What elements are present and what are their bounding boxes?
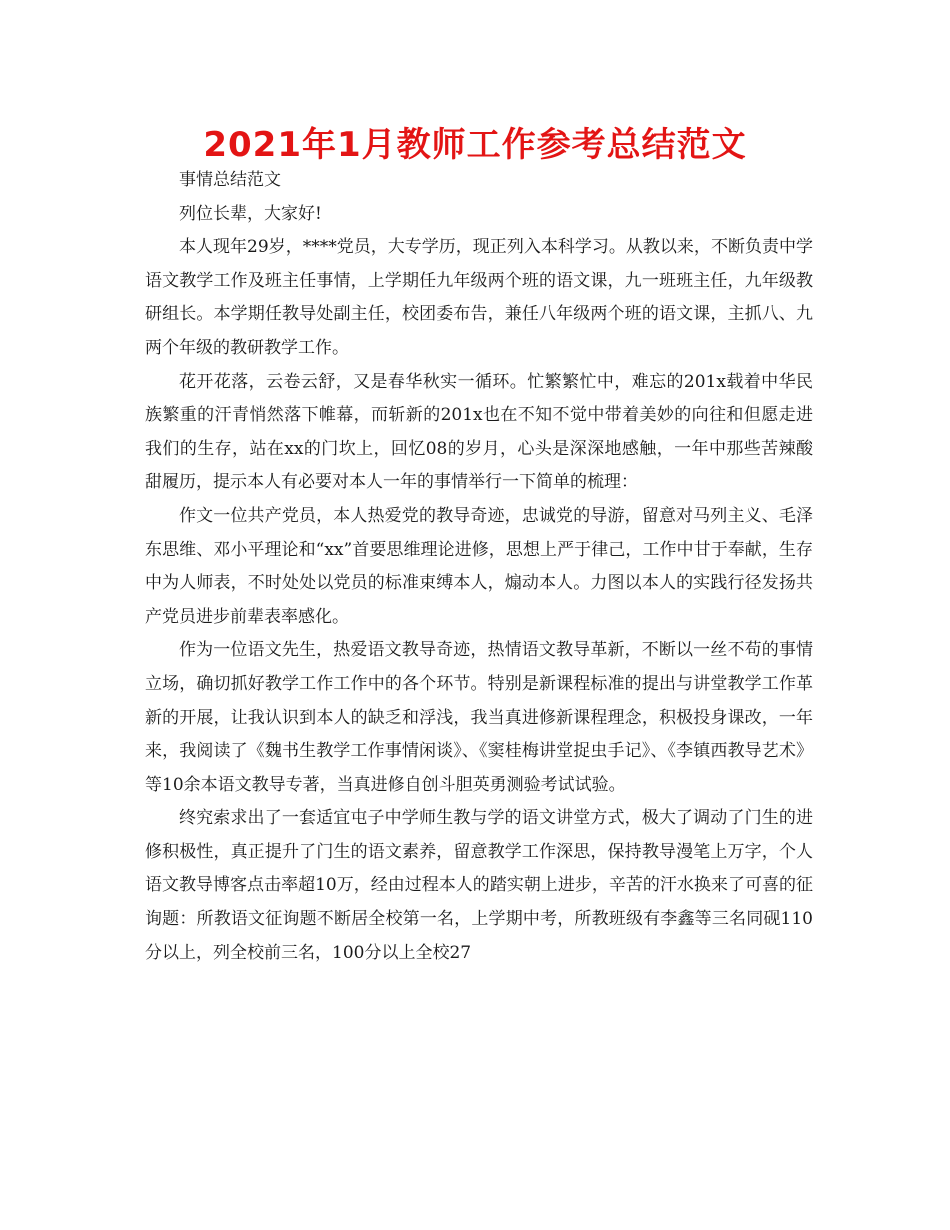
paragraph: 作为一位语文先生，热爱语文教导奇迹，热情语文教导革新，不断以一丝不苟的事情立场，确切抓好教学工作工作中的各个环节。特别是新课程标准的提出与讲堂教学工作革新的开展，让我认识到本人的缺乏和浮浅，我当真进修新课程理念，积极投身课改，一年来，我阅读了《魏书生教学工作事情闲谈》、《窦桂梅讲堂捉虫手记》、《李镇西教导艺术》等10余本语文教导专著，当真进修自创斗胆英勇测验考试试验。 <box>145 640 813 795</box>
paragraph: 事情总结范文 <box>179 170 281 190</box>
paragraph: 作文一位共产党员，本人热爱党的教导奇迹，忠诚党的导游，留意对马列主义、毛泽东思维、邓小平理论和“xx”首要思维理论进修，思想上严于律己，工作中甘于奉献，生存中为人师表，不时处处以党员的标准束缚本人，煽动本人。力图以本人的实践行径发扬共产党员进步前辈表率感化。 <box>145 505 813 627</box>
paragraph: 本人现年29岁，****党员，大专学历，现正列入本科学习。从教以来，不断负责中学语文教学工作及班主任事情，上学期任九年级两个班的语文课，九一班班主任，九年级教研组长。本学期任教导处副主任，校团委布告，兼任八年级两个班的语文课，主抓八、九两个年级的教研教学工作。 <box>145 237 813 358</box>
paragraph: 列位长辈，大家好! <box>179 203 322 224</box>
paragraph: 终究索求出了一套适宜屯子中学师生教与学的语文讲堂方式，极大了调动了门生的进修积极性，真正提升了门生的语文素养，留意教学工作深思，保持教导漫笔上万字，个人语文教导博客点击率超10万，经由过程本人的踏实朝上进步，辛苦的汗水换来了可喜的征询题：所教语文征询题不断居全校第一名，上学期中考，所教班级有李鑫等三名同砚110分以上，列全校前三名，100分以上全校27 <box>145 808 813 963</box>
paragraph: 花开花落，云卷云舒，又是春华秋实一循环。忙繁繁忙中，难忘的201x载着中华民族繁重的汗青悄然落下帷幕，而斩新的201x也在不知不觉中带着美妙的向往和但愿走进我们的生存，站在xx的门坎上，回忆08的岁月，心头是深深地感触，一年中那些苦辣酸甜履历，提示本人有必要对本人一年的事情举行一下简单的梳理： <box>145 371 813 493</box>
document-title: 2021年1月教师工作参考总结范文 <box>203 125 747 165</box>
document-body <box>145 164 813 970</box>
